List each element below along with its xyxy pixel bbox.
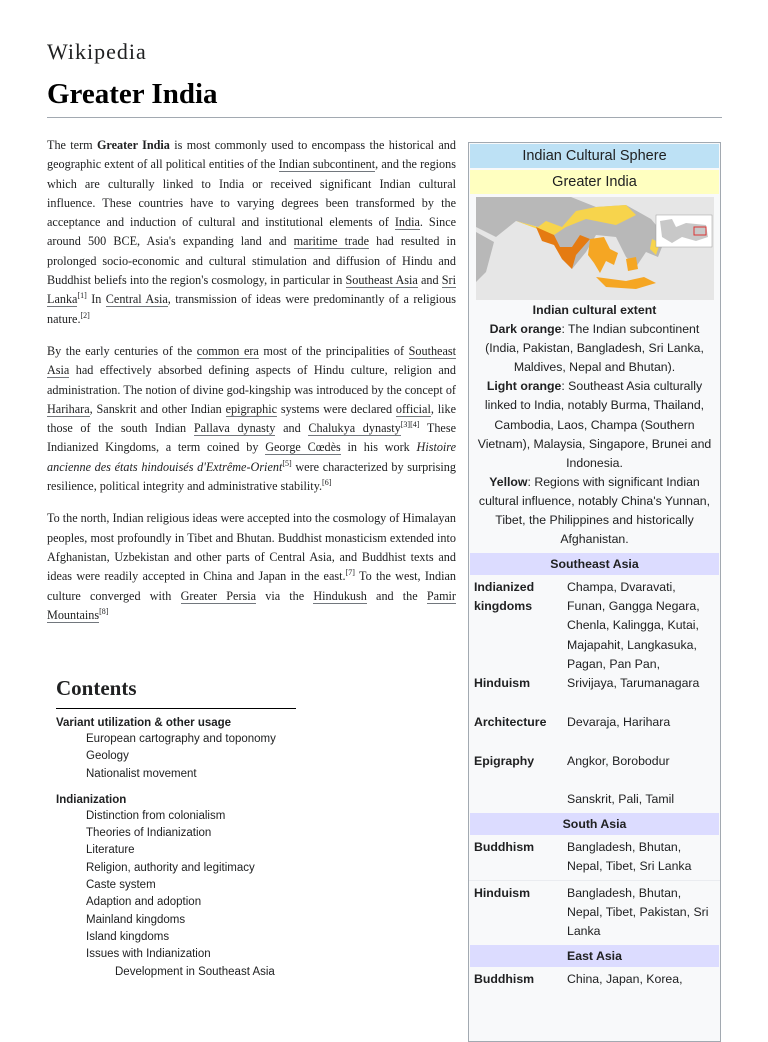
caption-light-orange: Light orange: Southeast Asia culturally linked to India, notably Burma, Thailand, Cambodia, Laos, Champa (Southern Vietnam), Malaysia, Singapore, Brunei and Indonesia.: [477, 379, 712, 470]
toc-item[interactable]: Adaption and adoption: [86, 896, 202, 909]
row-value[interactable]: China, Japan, Korea,: [567, 972, 683, 987]
reference-8[interactable]: [8]: [99, 606, 109, 616]
row-label: Indianized kingdoms: [474, 580, 535, 614]
link-greater-persia[interactable]: Greater Persia: [180, 588, 257, 603]
link-harihara[interactable]: Harihara: [47, 401, 90, 416]
toc-item[interactable]: Mainland kingdoms: [86, 913, 186, 926]
toc-item[interactable]: Caste system: [86, 879, 156, 892]
row-indianized-kingdoms: [469, 575, 720, 673]
link-maritime-trade[interactable]: maritime trade: [293, 234, 370, 249]
row-epigraphy-scripts: [469, 790, 720, 809]
row-value[interactable]: Devaraja, Harihara: [567, 714, 671, 729]
row-label: Architecture: [474, 714, 547, 729]
row-value[interactable]: Sanskrit, Pali, Tamil: [567, 791, 675, 806]
link-george-coedes[interactable]: George Cœdès: [265, 440, 341, 455]
row-hinduism: [469, 674, 720, 713]
row-value[interactable]: Bangladesh, Bhutan, Nepal, Tibet, Sri Lanka: [567, 839, 692, 873]
row-epigraphy: [469, 752, 720, 790]
row-label: Hinduism: [474, 885, 531, 900]
toc-item[interactable]: Literature: [86, 844, 135, 857]
toc-item[interactable]: Theories of Indianization: [86, 827, 212, 840]
row-label: Buddhism: [474, 972, 535, 987]
toc-item[interactable]: Distinction from colonialism: [86, 809, 226, 822]
row-buddhism-east: [469, 967, 720, 989]
link-central-asia[interactable]: Central Asia: [105, 292, 168, 307]
link-sri-lanka[interactable]: Sri Lanka: [47, 273, 456, 307]
link-indian-subcontinent[interactable]: Indian subcontinent: [278, 157, 376, 172]
toc-item[interactable]: Issues with Indianization: [86, 948, 211, 961]
link-hindukush[interactable]: Hindukush: [313, 588, 367, 603]
toc-item[interactable]: European cartography and toponomy: [86, 733, 276, 745]
link-chalukya-dynasty[interactable]: Chalukya dynasty: [308, 421, 401, 436]
caption-title: Indian cultural extent: [532, 303, 657, 317]
title-divider: [47, 117, 722, 118]
infobox-header: Indian Cultural Sphere: [470, 144, 719, 168]
toc-item[interactable]: Religion, authority and legitimacy: [86, 861, 255, 874]
caption-yellow: Yellow: Regions with significant Indian cultural influence, notably China's Yunnan, Tibet, the Philippines and historically Afghanistan.: [478, 474, 711, 547]
page-title: Greater India: [47, 78, 218, 110]
reference-2[interactable]: [2]: [80, 310, 90, 320]
link-common-era[interactable]: common era: [196, 343, 259, 358]
row-label: Buddhism: [474, 839, 535, 854]
infobox: [468, 142, 721, 1042]
paragraph-1: The term Greater India is most commonly used to encompass the historical and geographic extent of all political entities of the Indian subcontinent, and the regions which are culturally linked to India or received significant Indian cultural influence. These countries have to varying degrees been transformed by the acceptance and induction of cultural and institutional elements of India. Since around 500 BCE, Asia's expanding land and maritime trade had resulted in prolonged socio-economic and cultural stimulation and diffusion of Hindu and Buddhist beliefs into the region's cosmology, in particular in Southeast Asia and Sri Lanka[1] In Central Asia, transmission of ideas were predominantly of a religious nature.[2]: [47, 138, 457, 326]
section-south-asia[interactable]: South Asia: [470, 813, 719, 835]
section-southeast-asia[interactable]: Southeast Asia: [470, 553, 719, 575]
row-value[interactable]: Srivijaya, Tarumanagara: [567, 675, 700, 690]
caption-dark-orange: Dark orange: The Indian subcontinent (India, Pakistan, Bangladesh, Sri Lanka, Maldives, Nepal and Bhutan).: [485, 322, 704, 375]
link-southeast-asia[interactable]: Southeast Asia: [345, 273, 418, 288]
toc-section-indianization[interactable]: Indianization: [56, 793, 127, 806]
link-pamir-mountains[interactable]: Pamir Mountains: [47, 588, 456, 622]
row-label: Epigraphy: [474, 753, 535, 768]
article-body: [47, 136, 456, 638]
toc-item[interactable]: Island kingdoms: [86, 930, 170, 943]
link-official[interactable]: official: [395, 401, 431, 416]
cultural-sphere-map[interactable]: [476, 197, 714, 300]
link-pallava-dynasty[interactable]: Pallava dynasty: [193, 421, 276, 436]
row-label: Hinduism: [474, 675, 531, 690]
row-value[interactable]: Champa, Dvaravati, Funan, Gangga Negara, Chenla, Kalingga, Kutai, Majapahit, Langkasuka, Pagan, Pan Pan,: [567, 580, 700, 671]
link-southeast-asia-2[interactable]: Southeast Asia: [47, 343, 457, 378]
reference-4[interactable]: [4]: [410, 420, 420, 430]
paragraph-2: By the early centuries of the common era most of the principalities of Southeast Asia had effectively absorbed defining aspects of Hindu culture, religion and administration. The notion of divine god-kingship was introduced by the concept of Harihara, Sanskrit and other Indian epigraphic systems were declared official, like those of the south Indian Pallava dynasty and Chalukya dynasty[3][4] These Indianized Kingdoms, a term coined by George Cœdès in his work Histoire ancienne des états hindouisés d'Extrême-Orient[5] were characterized by surprising resilience, political integrity and administrative stability.[6]: [47, 343, 457, 494]
toc-section-variant-utilization[interactable]: Variant utilization & other usage: [56, 717, 232, 729]
toc-subitem[interactable]: Development in Southeast Asia: [115, 965, 275, 978]
wikipedia-wordmark[interactable]: Wikipedia: [47, 39, 147, 64]
contents-title: Contents: [56, 676, 296, 709]
reference-5[interactable]: [5]: [282, 458, 292, 468]
link-epigraphic[interactable]: epigraphic: [225, 401, 277, 416]
row-buddhism: [469, 835, 720, 880]
toc-item[interactable]: Nationalist movement: [86, 767, 197, 780]
map-caption: [469, 300, 720, 549]
section-east-asia[interactable]: East Asia: [470, 945, 719, 967]
row-value[interactable]: Bangladesh, Bhutan, Nepal, Tibet, Pakistan, Sri Lanka: [567, 885, 709, 939]
reference-7[interactable]: [7]: [345, 568, 355, 578]
row-value[interactable]: Angkor, Borobodur: [567, 753, 670, 768]
link-india[interactable]: India: [394, 215, 420, 230]
row-architecture: [469, 713, 720, 752]
map-image: [476, 197, 714, 300]
infobox-subheader[interactable]: Greater India: [470, 170, 719, 194]
toc-item[interactable]: Geology: [86, 750, 129, 763]
reference-6[interactable]: [6]: [322, 477, 332, 487]
reference-3[interactable]: [3]: [400, 420, 411, 430]
table-of-contents: [56, 676, 296, 981]
paragraph-3: To the north, Indian religious ideas were accepted into the cosmology of Himalayan peoples, most profoundly in Tibet and Bhutan. Buddhist monasticism extended into Afghanistan, Uzbekistan and other parts of Central Asia, and Buddhist texts and ideas were readily accepted in China and Japan in the east.[7] To the west, Indian culture converged with Greater Persia via the Hindukush and the Pamir Mountains[8]: [47, 511, 456, 622]
reference-1[interactable]: [1]: [77, 291, 87, 301]
row-hinduism-south: [469, 880, 720, 941]
